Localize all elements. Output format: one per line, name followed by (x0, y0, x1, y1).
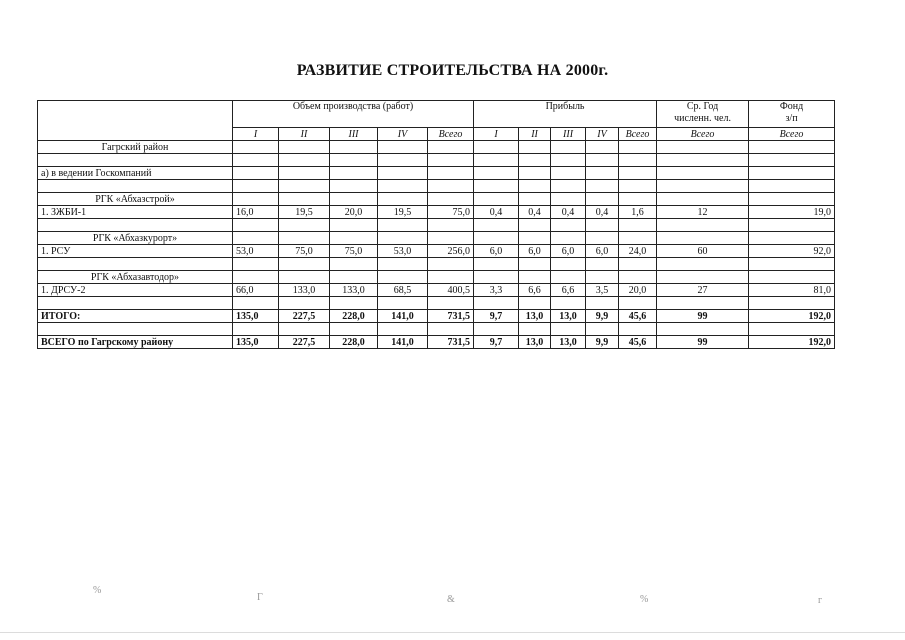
scan-mark: % (93, 585, 102, 596)
wage-fund-header: Фонд з/п (749, 101, 835, 128)
table-row (38, 193, 835, 206)
table-row (38, 258, 835, 271)
group-label: РГК «Абхазкурорт» (38, 232, 233, 245)
table-row (38, 323, 835, 336)
table-row (38, 154, 835, 167)
row-name: ВСЕГО по Гагрскому району (38, 336, 233, 349)
total-header: Всего (749, 128, 835, 141)
scan-mark: & (447, 594, 455, 605)
group-label: РГК «Абхазавтодор» (38, 271, 233, 284)
table-row (38, 232, 835, 245)
scan-mark: Г (257, 592, 263, 603)
scan-mark: г (818, 595, 823, 606)
quarter-header: III (551, 128, 586, 141)
group-label: РГК «Абхазстрой» (38, 193, 233, 206)
total-header: Всего (428, 128, 474, 141)
table-row (38, 219, 835, 232)
page-edge-line (0, 632, 905, 633)
quarter-header: II (279, 128, 330, 141)
total-header: Всего (657, 128, 749, 141)
table-row (38, 271, 835, 284)
quarter-header: II (519, 128, 551, 141)
table-row (38, 141, 835, 154)
quarter-header: I (233, 128, 279, 141)
header-row-1 (38, 101, 835, 128)
row-name: 1. ДРСУ-2 (38, 284, 233, 297)
total-row: ИТОГО: 135,0 227,5 228,0 141,0 731,5 9,7 13,0 13,0 9,9 45,6 99 192,0 (38, 310, 835, 323)
quarter-header: IV (586, 128, 619, 141)
production-header: Объем производства (работ) (233, 101, 474, 128)
page-title: РАЗВИТИЕ СТРОИТЕЛЬСТВА НА 2000г. (296, 62, 609, 79)
profit-header: Прибыль (474, 101, 657, 128)
table-row: 1. ДРСУ-2 66,0 133,0 133,0 68,5 400,5 3,3 6,6 6,6 3,5 20,0 27 81,0 (38, 284, 835, 297)
header-corner (38, 101, 233, 141)
quarter-header: IV (378, 128, 428, 141)
row-name: ИТОГО: (38, 310, 233, 323)
table-row: 1. РСУ 53,0 75,0 75,0 53,0 256,0 6,0 6,0 6,0 6,0 24,0 60 92,0 (38, 245, 835, 258)
avg-staff-header: Ср. Год численн. чел. (657, 101, 749, 128)
grand-total-row: ВСЕГО по Гагрскому району 135,0 227,5 228,0 141,0 731,5 9,7 13,0 13,0 9,9 45,6 99 192,0 (38, 336, 835, 349)
total-header: Всего (619, 128, 657, 141)
quarter-header: III (330, 128, 378, 141)
scan-mark: % (640, 594, 649, 605)
row-name: 1. РСУ (38, 245, 233, 258)
state-label: а) в ведении Госкомпаний (38, 167, 233, 180)
row-name: 1. ЗЖБИ-1 (38, 206, 233, 219)
quarter-header: I (474, 128, 519, 141)
table-row: 1. ЗЖБИ-1 16,0 19,5 20,0 19,5 75,0 0,4 0,4 0,4 0,4 1,6 12 19,0 (38, 206, 835, 219)
construction-table (37, 100, 835, 349)
district-label: Гагрский район (38, 141, 233, 154)
table-row (38, 297, 835, 310)
table-row (38, 180, 835, 193)
scan-marks (0, 585, 905, 605)
table-row (38, 167, 835, 180)
